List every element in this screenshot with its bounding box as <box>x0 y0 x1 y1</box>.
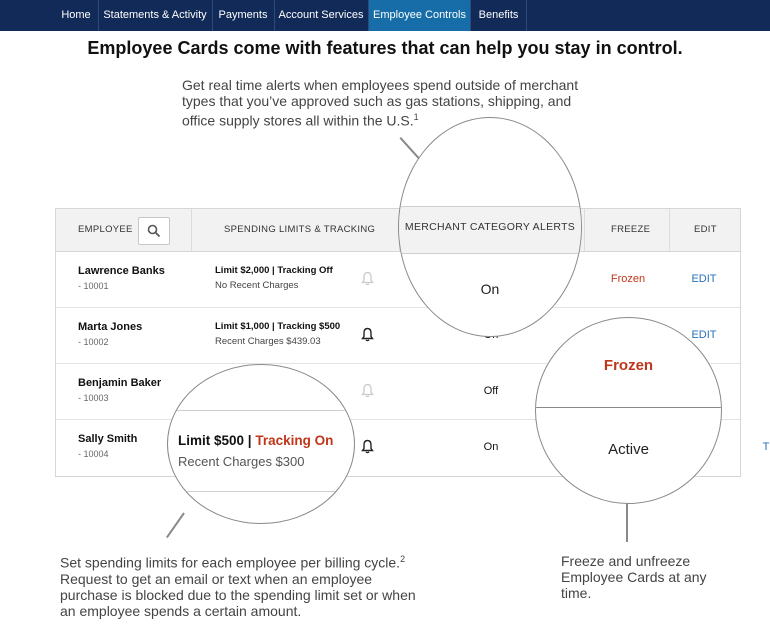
recent-charges: No Recent Charges <box>215 280 299 291</box>
magnifier-freeze <box>535 317 722 504</box>
magnified-tracking: Tracking On <box>255 433 334 448</box>
callout-spending-limits <box>60 551 420 619</box>
footnote-1: 1 <box>413 112 419 122</box>
edit-link[interactable]: EDIT <box>691 329 717 341</box>
merchant-alert-status: On <box>483 441 499 453</box>
magnified-frozen: Frozen <box>603 357 654 374</box>
magnified-header-label: MERCHANT CATEGORY ALERTS <box>404 221 576 233</box>
freeze-status[interactable]: Frozen <box>610 273 646 285</box>
tab-payments[interactable]: Payments <box>218 9 268 21</box>
recent-charges: Recent Charges $439.03 <box>215 336 321 347</box>
tab-benefits[interactable]: Benefits <box>478 9 519 21</box>
callout-spending-limits-text2: Request to get an email or text when an employee purchase is blocked due to the spending limit set or when an employee spends a certain amount. <box>60 570 416 619</box>
nav-divider <box>526 0 527 31</box>
page-headline: Employee Cards come with features that can help you stay in control. <box>87 38 683 58</box>
magnified-row-divider <box>168 410 354 411</box>
callout-spending-limits-text: Set spending limits for each employee per billing cycle. <box>60 554 401 571</box>
tab-employee-controls[interactable]: Employee Controls <box>369 0 470 31</box>
header-edit: EDIT <box>694 224 717 235</box>
tab-account-services[interactable]: Account Services <box>278 9 364 21</box>
search-icon <box>147 224 161 238</box>
bell-icon[interactable] <box>361 271 374 286</box>
magnified-row-divider <box>536 407 721 408</box>
spending-limit: Limit $1,000 | Tracking $500 <box>215 321 341 332</box>
employee-id: - 10001 <box>78 281 109 291</box>
tab-statements-activity[interactable]: Statements & Activity <box>103 9 207 21</box>
callout-freeze: Freeze and unfreeze Employee Cards at any time. <box>561 553 707 601</box>
employee-search-button[interactable] <box>138 217 170 245</box>
magnified-active: Active <box>608 441 649 458</box>
magnified-recent-charges: Recent Charges $300 <box>178 454 305 469</box>
bell-icon[interactable] <box>361 383 374 398</box>
edit-link[interactable]: T <box>762 441 770 453</box>
employee-id: - 10002 <box>78 337 109 347</box>
employee-name: Sally Smith <box>78 433 138 445</box>
magnified-limit: Limit $500 | <box>178 433 256 448</box>
bell-icon[interactable] <box>361 327 374 342</box>
employee-id: - 10003 <box>78 393 109 403</box>
merchant-alert-status: Off <box>483 385 499 397</box>
magnifier-spending-limit <box>167 364 355 524</box>
top-nav <box>0 0 770 31</box>
magnified-limit-line <box>178 433 333 448</box>
employee-name: Marta Jones <box>78 321 143 333</box>
pointer-line <box>627 502 629 542</box>
magnified-alert-value: On <box>480 281 500 297</box>
header-spending-limits: SPENDING LIMITS & TRACKING <box>224 224 376 235</box>
footnote-2: 2 <box>400 554 406 564</box>
header-divider <box>584 209 585 251</box>
header-employee: EMPLOYEE <box>78 224 133 235</box>
callout-merchant-alerts-text: Get real time alerts when employees spend outside of merchant types that you’ve approved such as gas stations, shipping, and office supply stores all within the U.S. <box>182 77 579 129</box>
header-freeze: FREEZE <box>611 224 651 235</box>
magnified-row-divider <box>168 491 354 492</box>
table-row <box>56 251 740 308</box>
employee-name: Benjamin Baker <box>78 377 162 389</box>
magnifier-merchant-alerts <box>398 117 582 337</box>
callout-merchant-alerts <box>182 77 602 129</box>
pointer-line <box>166 512 184 537</box>
spending-limit: Limit $2,000 | Tracking Off <box>215 265 333 276</box>
edit-link[interactable]: EDIT <box>691 273 717 285</box>
employee-id: - 10004 <box>78 449 109 459</box>
header-divider <box>669 209 670 251</box>
employee-name: Lawrence Banks <box>78 265 165 277</box>
bell-icon[interactable] <box>361 439 374 454</box>
header-divider <box>191 209 192 251</box>
tab-home[interactable]: Home <box>61 9 91 21</box>
